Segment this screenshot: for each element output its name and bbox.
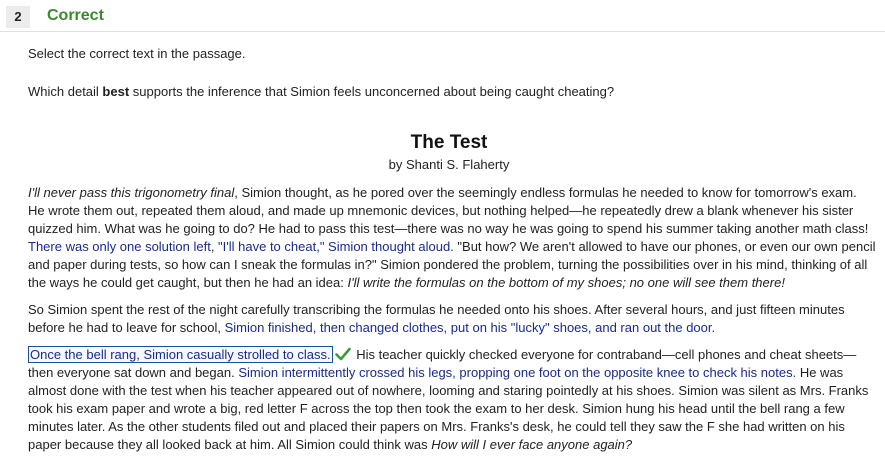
p2-text: So Simion spent the rest of the night carefully transcribing the formulas he needed onto his shoes. After several hours, and just fifteen minutes before he had to leave for school, — [28, 302, 845, 335]
question-text — [28, 84, 614, 99]
passage-paragraph-3 — [28, 346, 876, 454]
question-text-before: Which detail — [28, 84, 103, 99]
question-number: 2 — [6, 6, 30, 28]
answer-option-4[interactable]: Simion intermittently crossed his legs, propping one foot on the opposite knee to check his notes. — [238, 365, 797, 380]
answer-option-1[interactable]: There was only one solution left, "I'll have to cheat," Simion thought aloud. — [28, 239, 454, 254]
p1-text: , Simion thought, as he pored over the seemingly endless formulas he needed to know for tomorrow's exam. He wrote them out, repeated them aloud, and made up mnemonic devices, but nothing helped—he repeatedly drew a blank whenever his sister quizzed him. What was he going to do? He had to pass this test—there was no way he was going to spend his summer taking another math class! — [28, 185, 869, 236]
question-header — [0, 0, 885, 32]
answer-option-2[interactable]: Simion finished, then changed clothes, put on his "lucky" shoes, and ran out the door. — [224, 320, 716, 335]
passage-byline: by Shanti S. Flaherty — [388, 157, 510, 172]
passage-paragraph-1 — [28, 184, 876, 292]
passage-title: The Test — [410, 132, 488, 153]
answer-option-3-selected[interactable]: Once the bell rang, Simion casually strolled to class. — [30, 347, 331, 362]
instruction-text: Select the correct text in the passage. — [28, 46, 246, 61]
result-status: Correct — [47, 7, 104, 24]
p3-text-2: He was almost done with the test when his teacher appeared out of nowhere, looming and staring pointedly at his shoes. Simion was silent as Mrs. Franks took his exam paper and wrote a big, red letter F across the top then took the exam to her desk. Simion hung his head until the bell rang a few minutes later. As the other students filed out and placed their papers on Mrs. Franks's desk, he could tell they saw the F she had written on his paper because they all looked back at him. All Simion could think was — [28, 365, 869, 452]
p1-italic-idea: I'll write the formulas on the bottom of my shoes; no one will see them there! — [347, 275, 785, 290]
p1-italic-thought: I'll never pass this trigonometry final — [28, 185, 235, 200]
passage-paragraph-2 — [28, 301, 876, 337]
check-icon — [335, 347, 351, 361]
p3-text: His teacher quickly checked everyone for contraband—cell phones and cheat sheets—then everyone sat down and began. — [28, 347, 857, 380]
p3-italic-thought: How will I ever face anyone again? — [431, 437, 633, 452]
p1-text-2: "But how? We aren't allowed to have our phones, or even our own pencil and paper during tests, so how can I sneak the formulas in?" Simion pondered the problem, turning the possibilities over in his mind, thinking of all the ways he could get caught, but then he had an idea: — [28, 239, 876, 290]
question-text-bold: best — [102, 84, 130, 99]
question-text-after: supports the inference that Simion feels unconcerned about being caught cheating? — [129, 84, 615, 99]
